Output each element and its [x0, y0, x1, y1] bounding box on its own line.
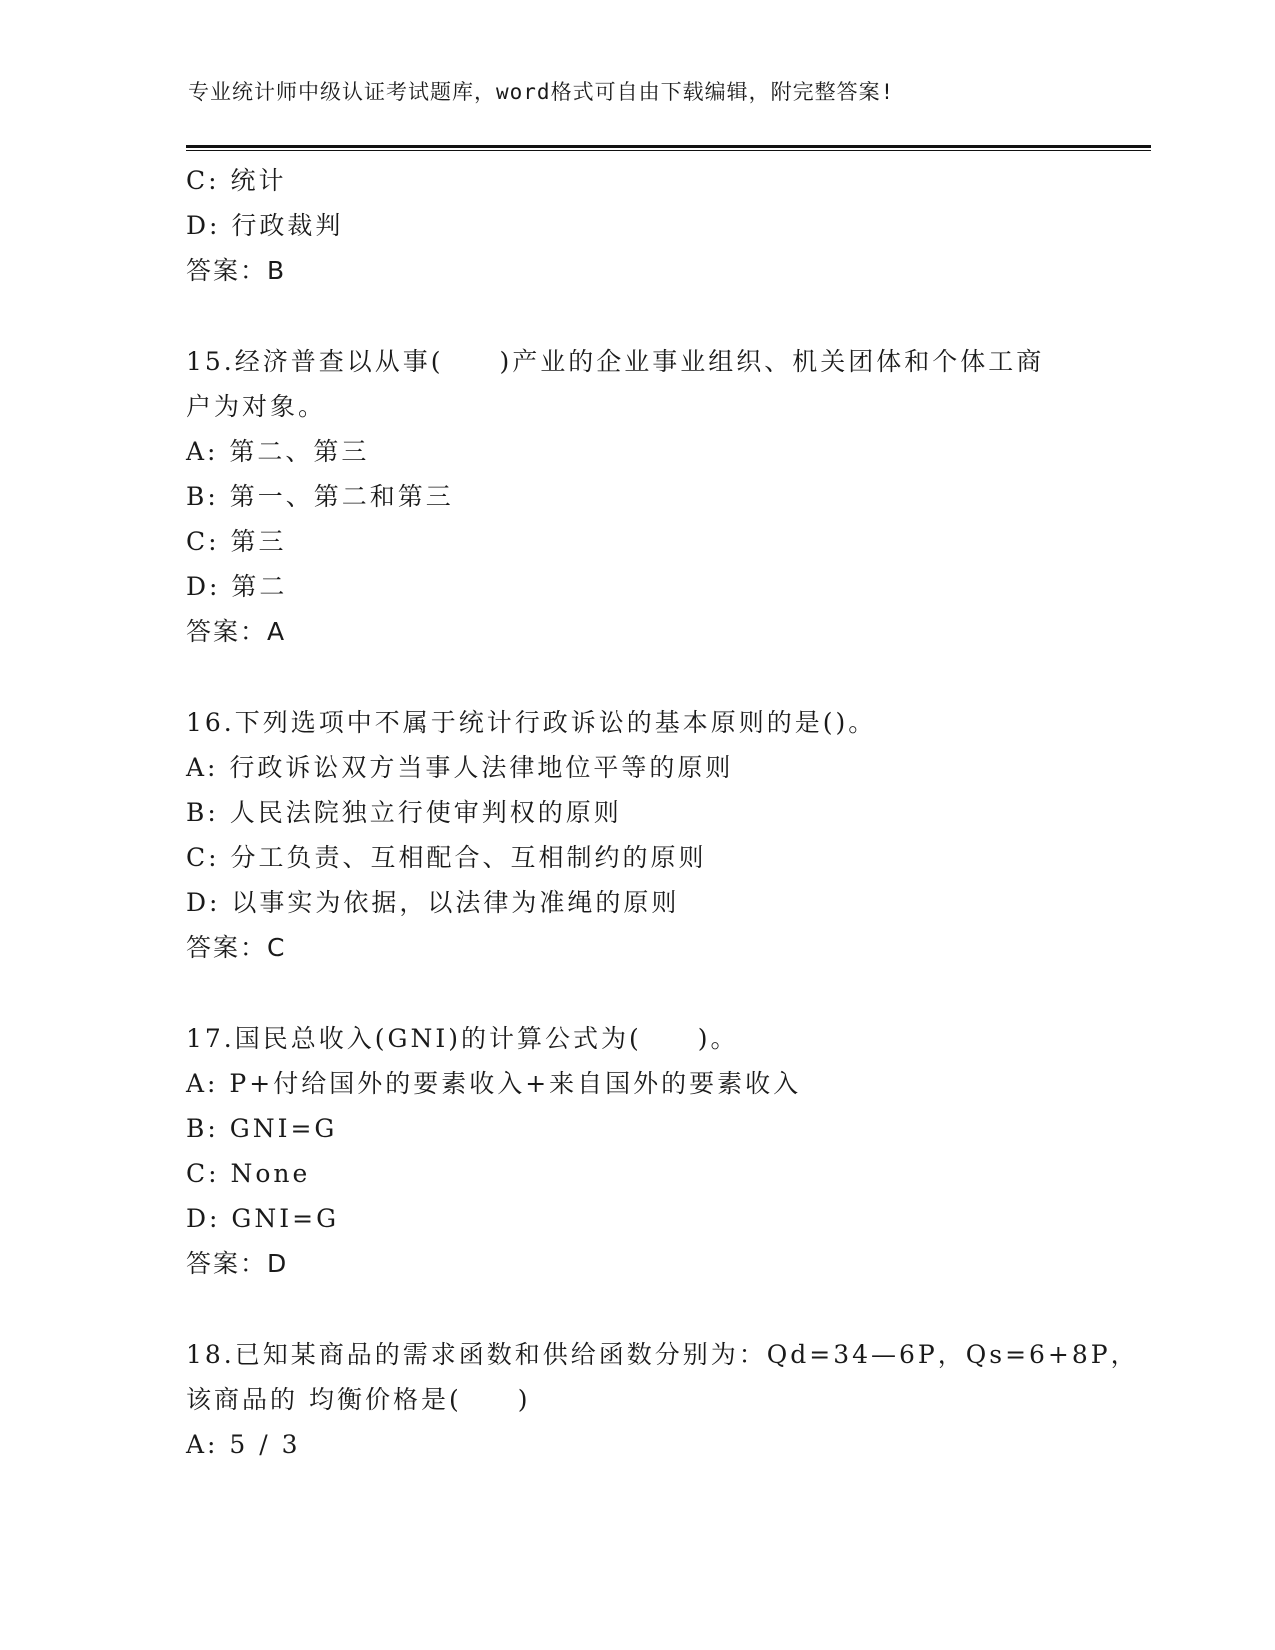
question-stem: 该商品的 均衡价格是( )	[186, 1385, 531, 1414]
answer-line: 答案：B	[186, 256, 287, 285]
option-line: A: 第二、第三	[186, 437, 370, 466]
question-stem: 15.经济普查以从事( )产业的企业事业组织、机关团体和个体工商	[186, 347, 1045, 376]
answer-line: 答案：D	[186, 1249, 289, 1278]
answer-line: 答案：C	[186, 933, 287, 962]
option-line: D: 行政裁判	[186, 211, 344, 240]
option-line: D: GNI=G	[186, 1204, 340, 1233]
option-line: D: 以事实为依据，以法律为准绳的原则	[186, 888, 680, 917]
page-header: 专业统计师中级认证考试题库，word格式可自由下载编辑，附完整答案!	[188, 80, 895, 104]
answer-line: 答案：A	[186, 617, 287, 646]
question-content	[186, 158, 1139, 1467]
option-line: A: 5 / 3	[186, 1430, 301, 1459]
option-line: C: 统计	[186, 166, 287, 195]
option-line: D: 第二	[186, 572, 288, 601]
option-line: C: 分工负责、互相配合、互相制约的原则	[186, 843, 707, 872]
header-rule-thin	[186, 150, 1151, 151]
option-line: C: None	[186, 1159, 311, 1188]
option-line: B: GNI=G	[186, 1114, 338, 1143]
question-stem: 户为对象。	[186, 392, 327, 421]
question-stem: 16.下列选项中不属于统计行政诉讼的基本原则的是()。	[186, 708, 877, 737]
header-rule-thick	[186, 145, 1151, 148]
option-line: C: 第三	[186, 527, 287, 556]
option-line: B: 人民法院独立行使审判权的原则	[186, 798, 622, 827]
question-stem: 18.已知某商品的需求函数和供给函数分别为：Qd=34—6P，Qs=6+8P，	[186, 1340, 1139, 1369]
option-line: A: 行政诉讼双方当事人法律地位平等的原则	[186, 753, 734, 782]
question-stem: 17.国民总收入(GNI)的计算公式为( )。	[186, 1024, 739, 1053]
option-line: A: P+付给国外的要素收入+来自国外的要素收入	[186, 1069, 802, 1098]
option-line: B: 第一、第二和第三	[186, 482, 454, 511]
